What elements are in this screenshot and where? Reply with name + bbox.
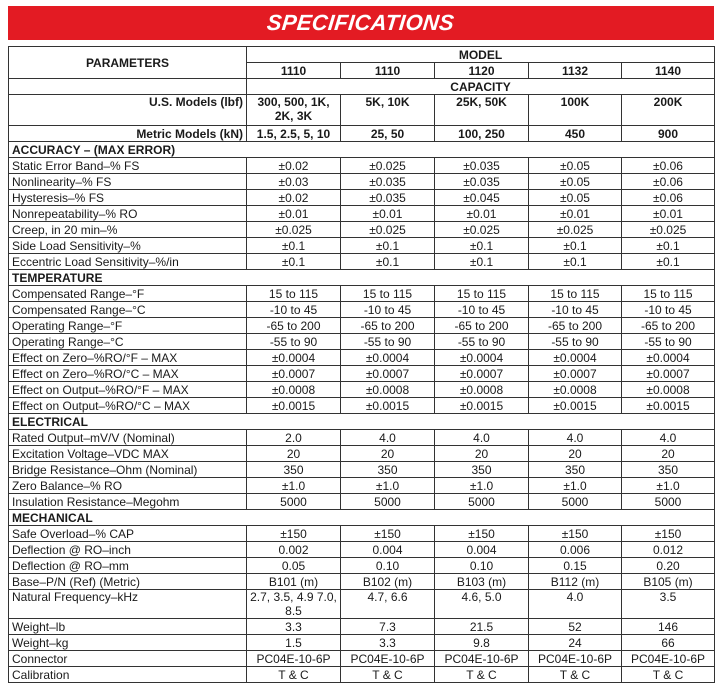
spec-value: 0.004 [341,542,435,558]
spec-value: -65 to 200 [247,318,341,334]
us-capacity: 100K [529,95,622,126]
spec-value: 20 [622,446,715,462]
section-title: TEMPERATURE [9,270,715,286]
spec-value: ±0.1 [529,254,622,270]
spec-value: 15 to 115 [435,286,529,302]
spec-value: ±0.02 [247,158,341,174]
spec-value: 4.0 [529,430,622,446]
spec-value: ±0.0007 [435,366,529,382]
spec-value: ±0.0015 [622,398,715,414]
us-capacity: 300, 500, 1K, 2K, 3K [247,95,341,126]
spec-value: 4.0 [341,430,435,446]
parameter-name: Compensated Range–°C [9,302,247,318]
spec-value: -55 to 90 [435,334,529,350]
spec-value: 0.006 [529,542,622,558]
spec-value: B112 (m) [529,574,622,590]
spec-value: ±0.045 [435,190,529,206]
table-row [9,318,715,334]
spec-value: ±0.0004 [622,350,715,366]
table-row [9,254,715,270]
spec-value: ±0.1 [341,254,435,270]
table-row [9,430,715,446]
section-header-row [9,142,715,158]
parameter-name: Safe Overload–% CAP [9,526,247,542]
table-row [9,619,715,635]
us-models-label: U.S. Models (lbf) [9,95,247,126]
spec-value: PC04E-10-6P [435,651,529,667]
spec-value: -10 to 45 [341,302,435,318]
spec-value: B103 (m) [435,574,529,590]
spec-value: ±0.0008 [435,382,529,398]
spec-value: 5000 [247,494,341,510]
spec-value: 3.5 [622,590,715,619]
spec-value: B102 (m) [341,574,435,590]
spec-value: ±0.1 [247,254,341,270]
spec-value: 0.002 [247,542,341,558]
table-row [9,462,715,478]
spec-value: 20 [341,446,435,462]
spec-value: B101 (m) [247,574,341,590]
table-row [9,334,715,350]
parameter-name: Operating Range–°C [9,334,247,350]
spec-value: B105 (m) [622,574,715,590]
specifications-banner [8,6,714,40]
spec-value: ±150 [247,526,341,542]
spec-value: ±0.1 [247,238,341,254]
spec-value: PC04E-10-6P [247,651,341,667]
parameter-name: Weight–lb [9,619,247,635]
parameter-name: Zero Balance–% RO [9,478,247,494]
spec-value: ±0.06 [622,174,715,190]
spec-value: 0.004 [435,542,529,558]
spec-value: 21.5 [435,619,529,635]
parameter-name: Deflection @ RO–inch [9,542,247,558]
spec-value: ±0.0008 [622,382,715,398]
spec-value: ±0.0008 [341,382,435,398]
table-row [9,574,715,590]
spec-value: ±0.0007 [529,366,622,382]
parameter-name: Effect on Output–%RO/°F – MAX [9,382,247,398]
metric-capacity: 1.5, 2.5, 5, 10 [247,126,341,142]
spec-value: 4.7, 6.6 [341,590,435,619]
spec-value: PC04E-10-6P [622,651,715,667]
spec-value: T & C [435,667,529,683]
parameter-name: Effect on Zero–%RO/°C – MAX [9,366,247,382]
spec-value: T & C [529,667,622,683]
spec-value: ±0.0004 [247,350,341,366]
table-row [9,206,715,222]
spec-value: 5000 [341,494,435,510]
spec-value: T & C [247,667,341,683]
spec-value: -10 to 45 [247,302,341,318]
table-row [9,222,715,238]
table-row [9,286,715,302]
us-capacity: 5K, 10K [341,95,435,126]
spec-value: ±0.01 [247,206,341,222]
parameter-name: Base–P/N (Ref) (Metric) [9,574,247,590]
table-row [9,494,715,510]
parameter-name: Connector [9,651,247,667]
spec-value: ±0.025 [435,222,529,238]
spec-value: ±0.025 [622,222,715,238]
spec-value: PC04E-10-6P [529,651,622,667]
spec-value: ±0.01 [622,206,715,222]
spec-value: ±0.025 [529,222,622,238]
metric-capacity: 900 [622,126,715,142]
spec-value: ±0.01 [529,206,622,222]
spec-value: ±0.0015 [529,398,622,414]
spec-value: ±0.0008 [529,382,622,398]
spec-value: ±1.0 [435,478,529,494]
spec-value: ±150 [622,526,715,542]
spec-value: T & C [622,667,715,683]
us-capacity: 200K [622,95,715,126]
spec-value: ±0.0015 [435,398,529,414]
spec-value: 9.8 [435,635,529,651]
spec-value: 350 [622,462,715,478]
spec-value: 5000 [622,494,715,510]
spec-value: ±0.0004 [529,350,622,366]
spec-value: ±0.0007 [622,366,715,382]
us-capacity: 25K, 50K [435,95,529,126]
spec-value: ±0.0004 [435,350,529,366]
spec-value: ±0.1 [341,238,435,254]
spec-value: ±0.0015 [247,398,341,414]
model-number: 1132 [529,63,622,79]
spec-value: ±0.025 [341,158,435,174]
model-header: MODEL [247,47,715,63]
spec-value: 350 [341,462,435,478]
spec-value: ±0.1 [622,238,715,254]
spec-value: -55 to 90 [622,334,715,350]
spec-value: 4.0 [529,590,622,619]
spec-value: -55 to 90 [529,334,622,350]
parameter-name: Hysteresis–% FS [9,190,247,206]
section-title: ACCURACY – (MAX ERROR) [9,142,715,158]
spec-value: 20 [435,446,529,462]
spec-value: ±0.06 [622,190,715,206]
parameter-name: Bridge Resistance–Ohm (Nominal) [9,462,247,478]
spec-value: 4.0 [622,430,715,446]
metric-capacity: 100, 250 [435,126,529,142]
spec-value: -10 to 45 [529,302,622,318]
spec-value: -65 to 200 [341,318,435,334]
spec-value: ±0.1 [435,238,529,254]
spec-value: -65 to 200 [529,318,622,334]
spec-value: 4.0 [435,430,529,446]
spec-value: 0.20 [622,558,715,574]
parameter-name: Side Load Sensitivity–% [9,238,247,254]
spec-value: 20 [247,446,341,462]
spec-value: 0.10 [435,558,529,574]
table-row [9,238,715,254]
spec-value: ±0.035 [341,174,435,190]
spec-value: ±1.0 [529,478,622,494]
table-row [9,446,715,462]
section-title: MECHANICAL [9,510,715,526]
table-row [9,158,715,174]
spec-value: 7.3 [341,619,435,635]
spec-value: -55 to 90 [247,334,341,350]
parameter-name: Excitation Voltage–VDC MAX [9,446,247,462]
spec-value: ±1.0 [247,478,341,494]
spec-value: ±0.0008 [247,382,341,398]
table-row [9,190,715,206]
model-number: 1110 [247,63,341,79]
table-row [9,398,715,414]
parameter-name: Deflection @ RO–mm [9,558,247,574]
spec-value: 350 [247,462,341,478]
table-row [9,382,715,398]
parameter-name: Effect on Zero–%RO/°F – MAX [9,350,247,366]
table-row [9,651,715,667]
parameter-name: Operating Range–°F [9,318,247,334]
spec-value: ±150 [341,526,435,542]
section-header-row [9,414,715,430]
spec-value: ±150 [529,526,622,542]
spec-value: -65 to 200 [622,318,715,334]
section-header-row [9,270,715,286]
page-title: SPECIFICATIONS [266,10,456,35]
spec-value: ±0.1 [435,254,529,270]
table-row [9,366,715,382]
spec-value: ±0.01 [341,206,435,222]
spec-value: 350 [529,462,622,478]
spec-value: ±1.0 [622,478,715,494]
spec-value: ±0.05 [529,174,622,190]
spec-value: ±0.06 [622,158,715,174]
blank-cell [9,79,247,95]
spec-value: 66 [622,635,715,651]
spec-value: -10 to 45 [435,302,529,318]
spec-value: ±0.035 [435,174,529,190]
model-number: 1110 [341,63,435,79]
table-row [9,667,715,683]
spec-value: ±0.01 [435,206,529,222]
parameter-name: Natural Frequency–kHz [9,590,247,619]
spec-value: 0.05 [247,558,341,574]
spec-value: ±0.1 [622,254,715,270]
spec-value: 0.15 [529,558,622,574]
spec-value: 15 to 115 [529,286,622,302]
section-header-row [9,510,715,526]
table-row [9,350,715,366]
table-row [9,174,715,190]
parameter-name: Nonrepeatability–% RO [9,206,247,222]
table-row [9,558,715,574]
parameter-name: Calibration [9,667,247,683]
spec-value: ±0.0004 [341,350,435,366]
spec-value: ±0.0007 [341,366,435,382]
table-row [9,526,715,542]
spec-value: ±0.1 [529,238,622,254]
spec-value: 2.0 [247,430,341,446]
spec-value: 350 [435,462,529,478]
metric-capacity: 450 [529,126,622,142]
spec-value: 15 to 115 [622,286,715,302]
spec-value: T & C [341,667,435,683]
spec-value: ±0.03 [247,174,341,190]
parameter-name: Nonlinearity–% FS [9,174,247,190]
model-number: 1120 [435,63,529,79]
spec-value: 3.3 [247,619,341,635]
spec-value: 1.5 [247,635,341,651]
table-row [9,590,715,619]
spec-value: ±0.02 [247,190,341,206]
spec-value: ±0.05 [529,190,622,206]
spec-value: 52 [529,619,622,635]
table-row [9,635,715,651]
spec-value: -55 to 90 [341,334,435,350]
spec-value: PC04E-10-6P [341,651,435,667]
metric-capacity: 25, 50 [341,126,435,142]
spec-value: 20 [529,446,622,462]
parameter-name: Creep, in 20 min–% [9,222,247,238]
spec-value: 146 [622,619,715,635]
capacity-header: CAPACITY [247,79,715,95]
spec-value: ±150 [435,526,529,542]
specifications-table [8,46,715,683]
spec-value: 0.012 [622,542,715,558]
parameter-name: Rated Output–mV/V (Nominal) [9,430,247,446]
table-row [9,478,715,494]
spec-value: ±1.0 [341,478,435,494]
spec-value: 15 to 115 [341,286,435,302]
spec-value: 5000 [529,494,622,510]
spec-value: ±0.0015 [341,398,435,414]
spec-value: 4.6, 5.0 [435,590,529,619]
parameter-name: Insulation Resistance–Megohm [9,494,247,510]
spec-value: ±0.035 [341,190,435,206]
spec-value: -65 to 200 [435,318,529,334]
parameters-header: PARAMETERS [9,47,247,79]
section-title: ELECTRICAL [9,414,715,430]
spec-value: 3.3 [341,635,435,651]
spec-value: ±0.035 [435,158,529,174]
spec-value: ±0.0007 [247,366,341,382]
spec-value: -10 to 45 [622,302,715,318]
spec-value: 15 to 115 [247,286,341,302]
model-number: 1140 [622,63,715,79]
spec-value: 24 [529,635,622,651]
parameter-name: Compensated Range–°F [9,286,247,302]
spec-value: ±0.025 [247,222,341,238]
spec-value: ±0.05 [529,158,622,174]
spec-value: 0.10 [341,558,435,574]
spec-value: ±0.025 [341,222,435,238]
table-row [9,542,715,558]
parameter-name: Effect on Output–%RO/°C – MAX [9,398,247,414]
parameter-name: Eccentric Load Sensitivity–%/in [9,254,247,270]
spec-value: 5000 [435,494,529,510]
parameter-name: Weight–kg [9,635,247,651]
metric-models-label: Metric Models (kN) [9,126,247,142]
table-row [9,302,715,318]
spec-value: 2.7, 3.5, 4.9 7.0, 8.5 [247,590,341,619]
parameter-name: Static Error Band–% FS [9,158,247,174]
